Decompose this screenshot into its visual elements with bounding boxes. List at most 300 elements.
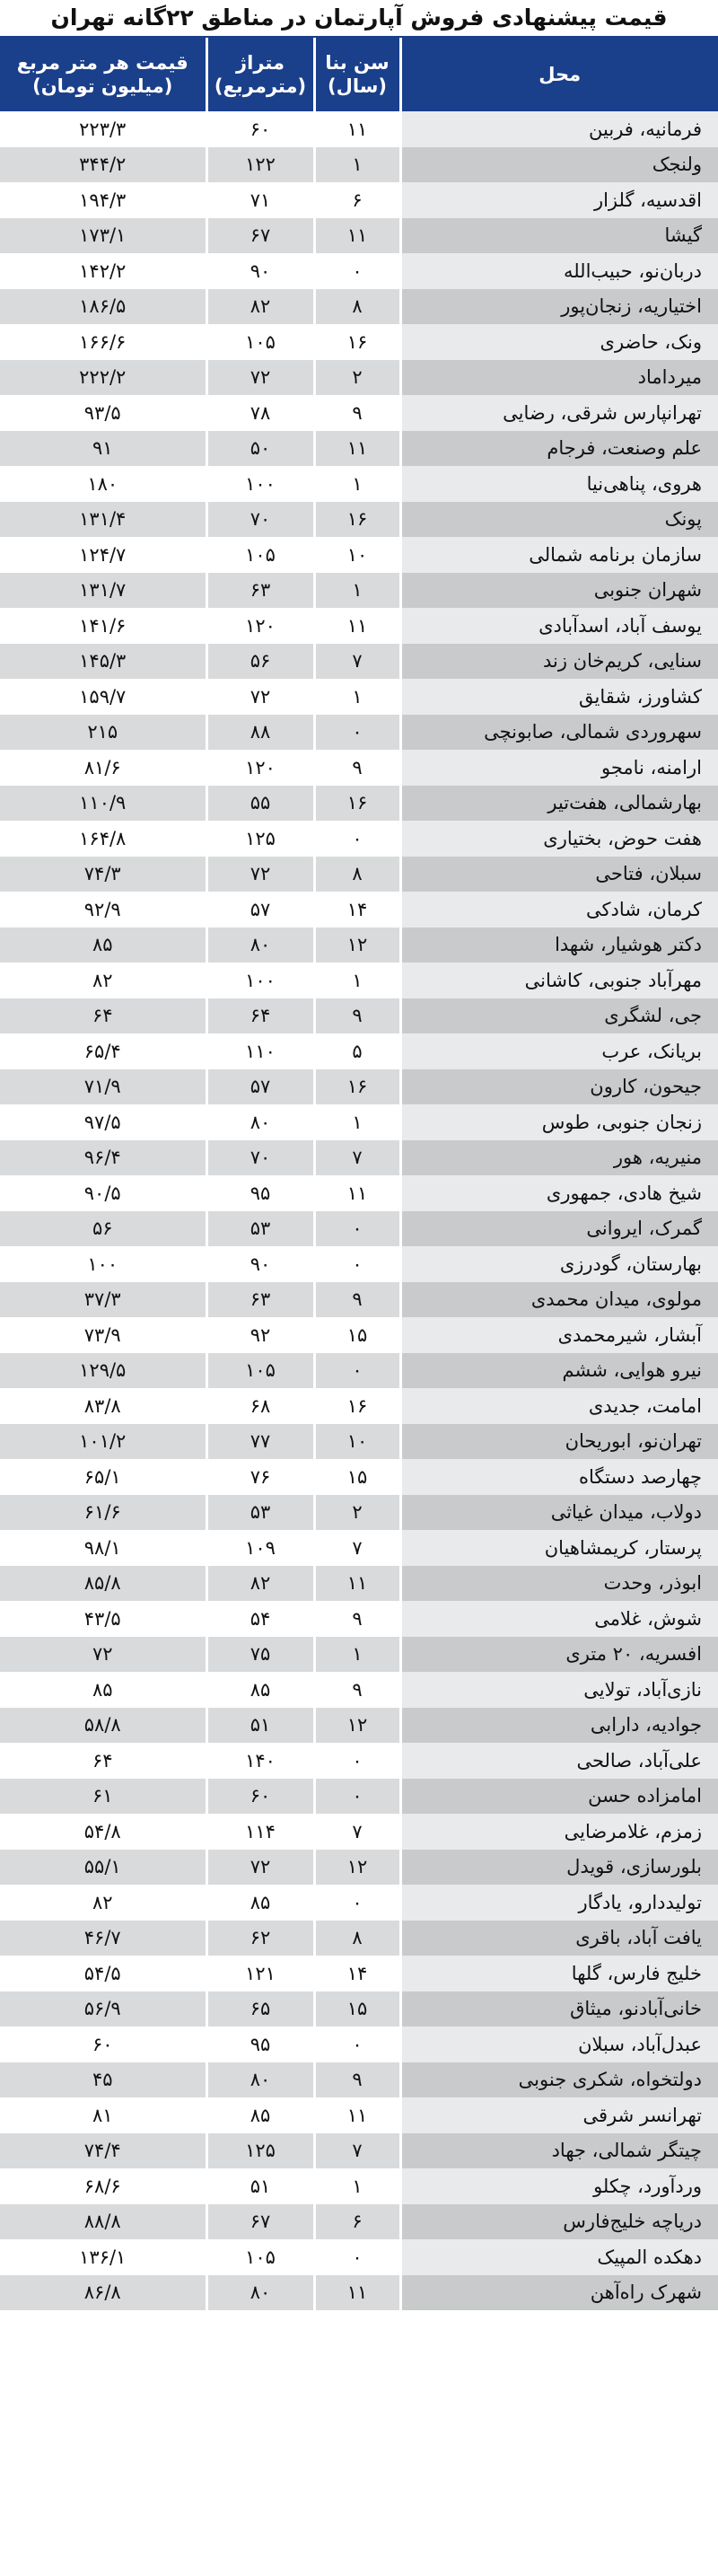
cell-building-age: ۱ [314,963,400,998]
cell-location: امامزاده حسن [400,1779,718,1815]
cell-price: ۶۱/۶ [0,1495,206,1531]
cell-area: ۷۰ [206,1140,314,1176]
cell-area: ۵۴ [206,1601,314,1637]
cell-building-age: ۱۱ [314,1175,400,1211]
table-row [0,1424,718,1460]
cell-price: ۵۸/۸ [0,1708,206,1744]
table-row [0,466,718,502]
cell-area: ۸۵ [206,1672,314,1708]
cell-location: نازی‌آباد، تولایی [400,1672,718,1708]
cell-building-age: ۱ [314,1637,400,1673]
cell-building-age: ۹ [314,2062,400,2098]
table-row [0,2239,718,2275]
cell-building-age: ۱۶ [314,324,400,360]
cell-price: ۱۳۶/۱ [0,2239,206,2275]
cell-price: ۴۵ [0,2062,206,2098]
cell-price: ۲۱۵ [0,715,206,751]
cell-price: ۱۷۳/۱ [0,218,206,254]
cell-building-age: ۱ [314,2168,400,2204]
cell-price: ۱۰۰ [0,1246,206,1282]
cell-building-age: ۲ [314,360,400,396]
cell-building-age: ۰ [314,715,400,751]
cell-price: ۱۳۱/۴ [0,502,206,538]
cell-price: ۷۴/۴ [0,2133,206,2169]
table-row [0,218,718,254]
table-row [0,2062,718,2098]
cell-area: ۱۰۵ [206,1353,314,1389]
cell-building-age: ۸ [314,857,400,892]
cell-area: ۱۲۰ [206,608,314,644]
cell-building-age: ۷ [314,2133,400,2169]
cell-price: ۶۴ [0,998,206,1034]
table-row [0,1459,718,1495]
cell-area: ۷۰ [206,502,314,538]
cell-price: ۸۵ [0,1672,206,1708]
cell-price: ۱۸۰ [0,466,206,502]
table-row [0,1175,718,1211]
table-row [0,1282,718,1318]
cell-location: جی، لشگری [400,998,718,1034]
cell-building-age: ۱۱ [314,2275,400,2311]
cell-location: مهرآباد جنوبی، کاشانی [400,963,718,998]
cell-location: سنایی، کریم‌خان زند [400,644,718,680]
cell-building-age: ۱ [314,147,400,183]
cell-location: یوسف آباد، اسدآبادی [400,608,718,644]
cell-location: تهرانسر شرقی [400,2097,718,2133]
cell-area: ۸۰ [206,928,314,963]
cell-area: ۵۷ [206,1069,314,1105]
table-row [0,1495,718,1531]
cell-price: ۶۰ [0,2027,206,2062]
cell-building-age: ۷ [314,1530,400,1566]
cell-area: ۶۳ [206,1282,314,1318]
cell-location: گیشا [400,218,718,254]
cell-building-age: ۰ [314,1353,400,1389]
cell-building-age: ۱ [314,466,400,502]
cell-location: کرمان، شادکی [400,892,718,928]
cell-building-age: ۶ [314,2204,400,2240]
cell-area: ۵۳ [206,1211,314,1247]
table-row [0,2097,718,2133]
cell-location: زمزم، غلامرضایی [400,1814,718,1850]
cell-location: دولتخواه، شکری جنوبی [400,2062,718,2098]
cell-price: ۶۸/۶ [0,2168,206,2204]
cell-price: ۷۲ [0,1637,206,1673]
cell-area: ۷۶ [206,1459,314,1495]
table-row [0,1991,718,2027]
cell-building-age: ۰ [314,2027,400,2062]
cell-price: ۵۴/۵ [0,1956,206,1991]
cell-location: ارامنه، نامجو [400,750,718,786]
table-row [0,1956,718,1991]
cell-location: سازمان برنامه شمالی [400,537,718,573]
header-row [0,38,718,111]
cell-price: ۸۲ [0,963,206,998]
cell-area: ۱۰۵ [206,537,314,573]
cell-price: ۱۳۱/۷ [0,573,206,609]
cell-location: تولیددارو، یادگار [400,1885,718,1921]
cell-area: ۷۲ [206,857,314,892]
cell-building-age: ۱۵ [314,1991,400,2027]
cell-price: ۱۹۴/۳ [0,182,206,218]
cell-location: شهرک راه‌آهن [400,2275,718,2311]
cell-price: ۹۶/۴ [0,1140,206,1176]
cell-building-age: ۱۲ [314,928,400,963]
cell-price: ۹۱ [0,431,206,467]
table-row [0,1566,718,1602]
cell-price: ۱۲۹/۵ [0,1353,206,1389]
table-body [0,111,718,2310]
cell-building-age: ۱۶ [314,1069,400,1105]
cell-building-age: ۱ [314,679,400,715]
cell-area: ۸۰ [206,2275,314,2311]
cell-area: ۵۱ [206,1708,314,1744]
cell-building-age: ۱۶ [314,502,400,538]
price-table [0,38,718,2310]
table-row [0,998,718,1034]
cell-building-age: ۰ [314,1885,400,1921]
table-row [0,1601,718,1637]
header-area-line-2: (مترمربع) [214,75,307,97]
cell-building-age: ۱۱ [314,1566,400,1602]
cell-area: ۷۲ [206,360,314,396]
table-row [0,1921,718,1956]
cell-building-age: ۹ [314,1672,400,1708]
cell-area: ۱۰۵ [206,2239,314,2275]
cell-area: ۷۱ [206,182,314,218]
cell-building-age: ۷ [314,1814,400,1850]
cell-location: علی‌آباد، صالحی [400,1743,718,1779]
table-row [0,2168,718,2204]
cell-building-age: ۱ [314,573,400,609]
table-row [0,715,718,751]
cell-location: پونک [400,502,718,538]
table-row [0,537,718,573]
cell-building-age: ۹ [314,750,400,786]
cell-area: ۱۱۰ [206,1033,314,1069]
table-row [0,892,718,928]
cell-price: ۸۶/۸ [0,2275,206,2311]
header-location-label: محل [538,63,582,85]
table-row [0,679,718,715]
table-row [0,608,718,644]
cell-price: ۸۱ [0,2097,206,2133]
table-row [0,502,718,538]
cell-area: ۱۲۵ [206,821,314,857]
cell-area: ۶۴ [206,998,314,1034]
table-row [0,1388,718,1424]
cell-area: ۱۰۰ [206,466,314,502]
table-row [0,1069,718,1105]
table-row [0,324,718,360]
cell-area: ۱۴۰ [206,1743,314,1779]
table-row [0,111,718,147]
table-row [0,2204,718,2240]
cell-price: ۱۲۴/۷ [0,537,206,573]
page-title: قیمت پیشنهادی فروش آپارتمان در مناطق ۲۲گانه تهران [0,0,718,38]
cell-building-age: ۸ [314,1921,400,1956]
cell-location: هروی، پناهی‌نیا [400,466,718,502]
table-header [0,38,718,111]
table-row [0,253,718,289]
table-row [0,1140,718,1176]
cell-price: ۱۴۲/۲ [0,253,206,289]
cell-price: ۳۴۴/۲ [0,147,206,183]
cell-building-age: ۱۶ [314,1388,400,1424]
cell-location: افسریه، ۲۰ متری [400,1637,718,1673]
cell-building-age: ۱۱ [314,431,400,467]
cell-area: ۷۵ [206,1637,314,1673]
cell-location: چهارصد دستگاه [400,1459,718,1495]
cell-area: ۵۷ [206,892,314,928]
cell-area: ۶۰ [206,1779,314,1815]
cell-location: دکتر هوشیار، شهدا [400,928,718,963]
cell-building-age: ۱۰ [314,1424,400,1460]
cell-location: وردآورد، چکلو [400,2168,718,2204]
cell-building-age: ۶ [314,182,400,218]
cell-price: ۷۱/۹ [0,1069,206,1105]
cell-price: ۴۳/۵ [0,1601,206,1637]
table-row [0,360,718,396]
cell-location: تهرانپارس شرقی، رضایی [400,395,718,431]
cell-building-age: ۷ [314,644,400,680]
cell-building-age: ۹ [314,1601,400,1637]
table-row [0,1211,718,1247]
cell-building-age: ۱۲ [314,1708,400,1744]
header-price-line-1: قیمت هر متر مربع [16,51,188,74]
table-row [0,1353,718,1389]
cell-location: آبشار، شیرمحمدی [400,1317,718,1353]
header-building-age [314,38,400,111]
table-row [0,1672,718,1708]
cell-price: ۹۲/۹ [0,892,206,928]
cell-area: ۶۵ [206,1991,314,2027]
cell-area: ۷۷ [206,1424,314,1460]
cell-area: ۱۲۲ [206,147,314,183]
cell-building-age: ۹ [314,1282,400,1318]
cell-location: دهکده المپیک [400,2239,718,2275]
cell-location: چیتگر شمالی، جهاد [400,2133,718,2169]
cell-price: ۸۵/۸ [0,1566,206,1602]
cell-location: امامت، جدیدی [400,1388,718,1424]
cell-location: فرمانیه، فربین [400,111,718,147]
cell-location: دولاب، میدان غیاثی [400,1495,718,1531]
table-row [0,1104,718,1140]
cell-area: ۶۳ [206,573,314,609]
table-row [0,928,718,963]
cell-price: ۱۸۶/۵ [0,289,206,325]
cell-area: ۹۵ [206,2027,314,2062]
cell-price: ۷۴/۳ [0,857,206,892]
table-row [0,1246,718,1282]
cell-price: ۸۵ [0,928,206,963]
cell-price: ۶۴ [0,1743,206,1779]
cell-area: ۷۲ [206,679,314,715]
cell-area: ۶۷ [206,218,314,254]
cell-area: ۹۲ [206,1317,314,1353]
cell-price: ۹۸/۱ [0,1530,206,1566]
cell-area: ۶۰ [206,111,314,147]
cell-location: شهران جنوبی [400,573,718,609]
cell-area: ۵۳ [206,1495,314,1531]
cell-location: جیحون، کارون [400,1069,718,1105]
cell-price: ۹۰/۵ [0,1175,206,1211]
cell-area: ۵۵ [206,786,314,822]
table-row [0,1317,718,1353]
cell-building-age: ۱۴ [314,1956,400,1991]
cell-area: ۸۲ [206,289,314,325]
cell-price: ۸۸/۸ [0,2204,206,2240]
cell-building-age: ۸ [314,289,400,325]
cell-price: ۵۶/۹ [0,1991,206,2027]
cell-price: ۱۱۰/۹ [0,786,206,822]
table-row [0,1814,718,1850]
cell-building-age: ۱۵ [314,1459,400,1495]
cell-area: ۸۰ [206,2062,314,2098]
cell-price: ۵۵/۱ [0,1850,206,1886]
cell-price: ۶۵/۴ [0,1033,206,1069]
cell-area: ۱۱۴ [206,1814,314,1850]
table-row [0,1850,718,1886]
table-row [0,182,718,218]
cell-location: زنجان جنوبی، طوس [400,1104,718,1140]
cell-area: ۶۸ [206,1388,314,1424]
cell-location: علم وصنعت، فرجام [400,431,718,467]
table-row [0,147,718,183]
cell-price: ۱۵۹/۷ [0,679,206,715]
cell-building-age: ۵ [314,1033,400,1069]
table-row [0,786,718,822]
cell-price: ۴۶/۷ [0,1921,206,1956]
cell-area: ۱۰۵ [206,324,314,360]
table-row [0,1637,718,1673]
cell-location: تهران‌نو، ابوریحان [400,1424,718,1460]
header-area [206,38,314,111]
cell-building-age: ۱۶ [314,786,400,822]
cell-building-age: ۱۴ [314,892,400,928]
cell-building-age: ۱۱ [314,608,400,644]
cell-building-age: ۰ [314,1211,400,1247]
table-row [0,1708,718,1744]
cell-price: ۶۱ [0,1779,206,1815]
cell-area: ۷۲ [206,1850,314,1886]
cell-area: ۵۱ [206,2168,314,2204]
cell-price: ۲۲۲/۲ [0,360,206,396]
cell-area: ۱۰۰ [206,963,314,998]
table-row [0,644,718,680]
table-row [0,1530,718,1566]
cell-location: جوادیه، دارابی [400,1708,718,1744]
cell-price: ۱۰۱/۲ [0,1424,206,1460]
cell-price: ۱۶۶/۶ [0,324,206,360]
cell-location: میرداماد [400,360,718,396]
cell-location: ابوذر، وحدت [400,1566,718,1602]
cell-building-age: ۱۱ [314,218,400,254]
table-row [0,2027,718,2062]
cell-area: ۹۵ [206,1175,314,1211]
cell-area: ۹۰ [206,1246,314,1282]
cell-location: اقدسیه، گلزار [400,182,718,218]
cell-location: بلورسازی، قویدل [400,1850,718,1886]
header-location [400,38,718,111]
cell-location: بریانک، عرب [400,1033,718,1069]
cell-price: ۹۳/۵ [0,395,206,431]
table-row [0,289,718,325]
cell-location: دریاچه خلیج‌فارس [400,2204,718,2240]
cell-price: ۱۴۱/۶ [0,608,206,644]
cell-area: ۸۲ [206,1566,314,1602]
header-area-line-1: متراژ [236,51,285,74]
cell-area: ۱۲۰ [206,750,314,786]
cell-location: خانی‌آبادنو، میثاق [400,1991,718,2027]
header-age-line-2: (سال) [328,75,387,97]
cell-building-age: ۲ [314,1495,400,1531]
cell-area: ۸۵ [206,2097,314,2133]
cell-price: ۱۴۵/۳ [0,644,206,680]
cell-location: بهارستان، گودرزی [400,1246,718,1282]
cell-location: گمرک، ایروانی [400,1211,718,1247]
cell-location: یافت آباد، باقری [400,1921,718,1956]
header-age-line-1: سن بنا [325,51,390,74]
table-row [0,1779,718,1815]
cell-location: بهارشمالی، هفت‌تیر [400,786,718,822]
table-row [0,573,718,609]
cell-location: مولوی، میدان محمدی [400,1282,718,1318]
cell-price: ۲۲۳/۳ [0,111,206,147]
cell-price: ۶۵/۱ [0,1459,206,1495]
cell-location: خلیج فارس، گلها [400,1956,718,1991]
table-row [0,2275,718,2311]
cell-location: اختیاریه، زنجان‌پور [400,289,718,325]
table-row [0,1885,718,1921]
cell-location: هفت حوض، بختیاری [400,821,718,857]
cell-area: ۵۰ [206,431,314,467]
table-row [0,431,718,467]
cell-location: سهروردی شمالی، صابونچی [400,715,718,751]
table-row [0,857,718,892]
cell-building-age: ۰ [314,253,400,289]
cell-location: عبدل‌آباد، سبلان [400,2027,718,2062]
cell-building-age: ۱ [314,1104,400,1140]
cell-area: ۶۲ [206,1921,314,1956]
cell-location: شیخ هادی، جمهوری [400,1175,718,1211]
cell-area: ۸۵ [206,1885,314,1921]
cell-area: ۹۰ [206,253,314,289]
cell-area: ۸۸ [206,715,314,751]
cell-building-age: ۰ [314,1779,400,1815]
cell-area: ۱۲۱ [206,1956,314,1991]
cell-location: نیرو هوایی، ششم [400,1353,718,1389]
table-row [0,750,718,786]
table-row [0,963,718,998]
cell-price: ۵۶ [0,1211,206,1247]
cell-area: ۵۶ [206,644,314,680]
header-price-line-2: (میلیون تومان) [32,75,173,97]
cell-location: پرستار، کریمشاهیان [400,1530,718,1566]
cell-location: شوش، غلامی [400,1601,718,1637]
cell-price: ۸۲ [0,1885,206,1921]
cell-price: ۹۷/۵ [0,1104,206,1140]
cell-location: سبلان، فتاحی [400,857,718,892]
cell-area: ۷۸ [206,395,314,431]
table-row [0,821,718,857]
cell-price: ۳۷/۳ [0,1282,206,1318]
cell-price: ۱۶۴/۸ [0,821,206,857]
cell-building-age: ۱۲ [314,1850,400,1886]
cell-building-age: ۰ [314,2239,400,2275]
cell-area: ۱۰۹ [206,1530,314,1566]
cell-location: منیریه، هور [400,1140,718,1176]
